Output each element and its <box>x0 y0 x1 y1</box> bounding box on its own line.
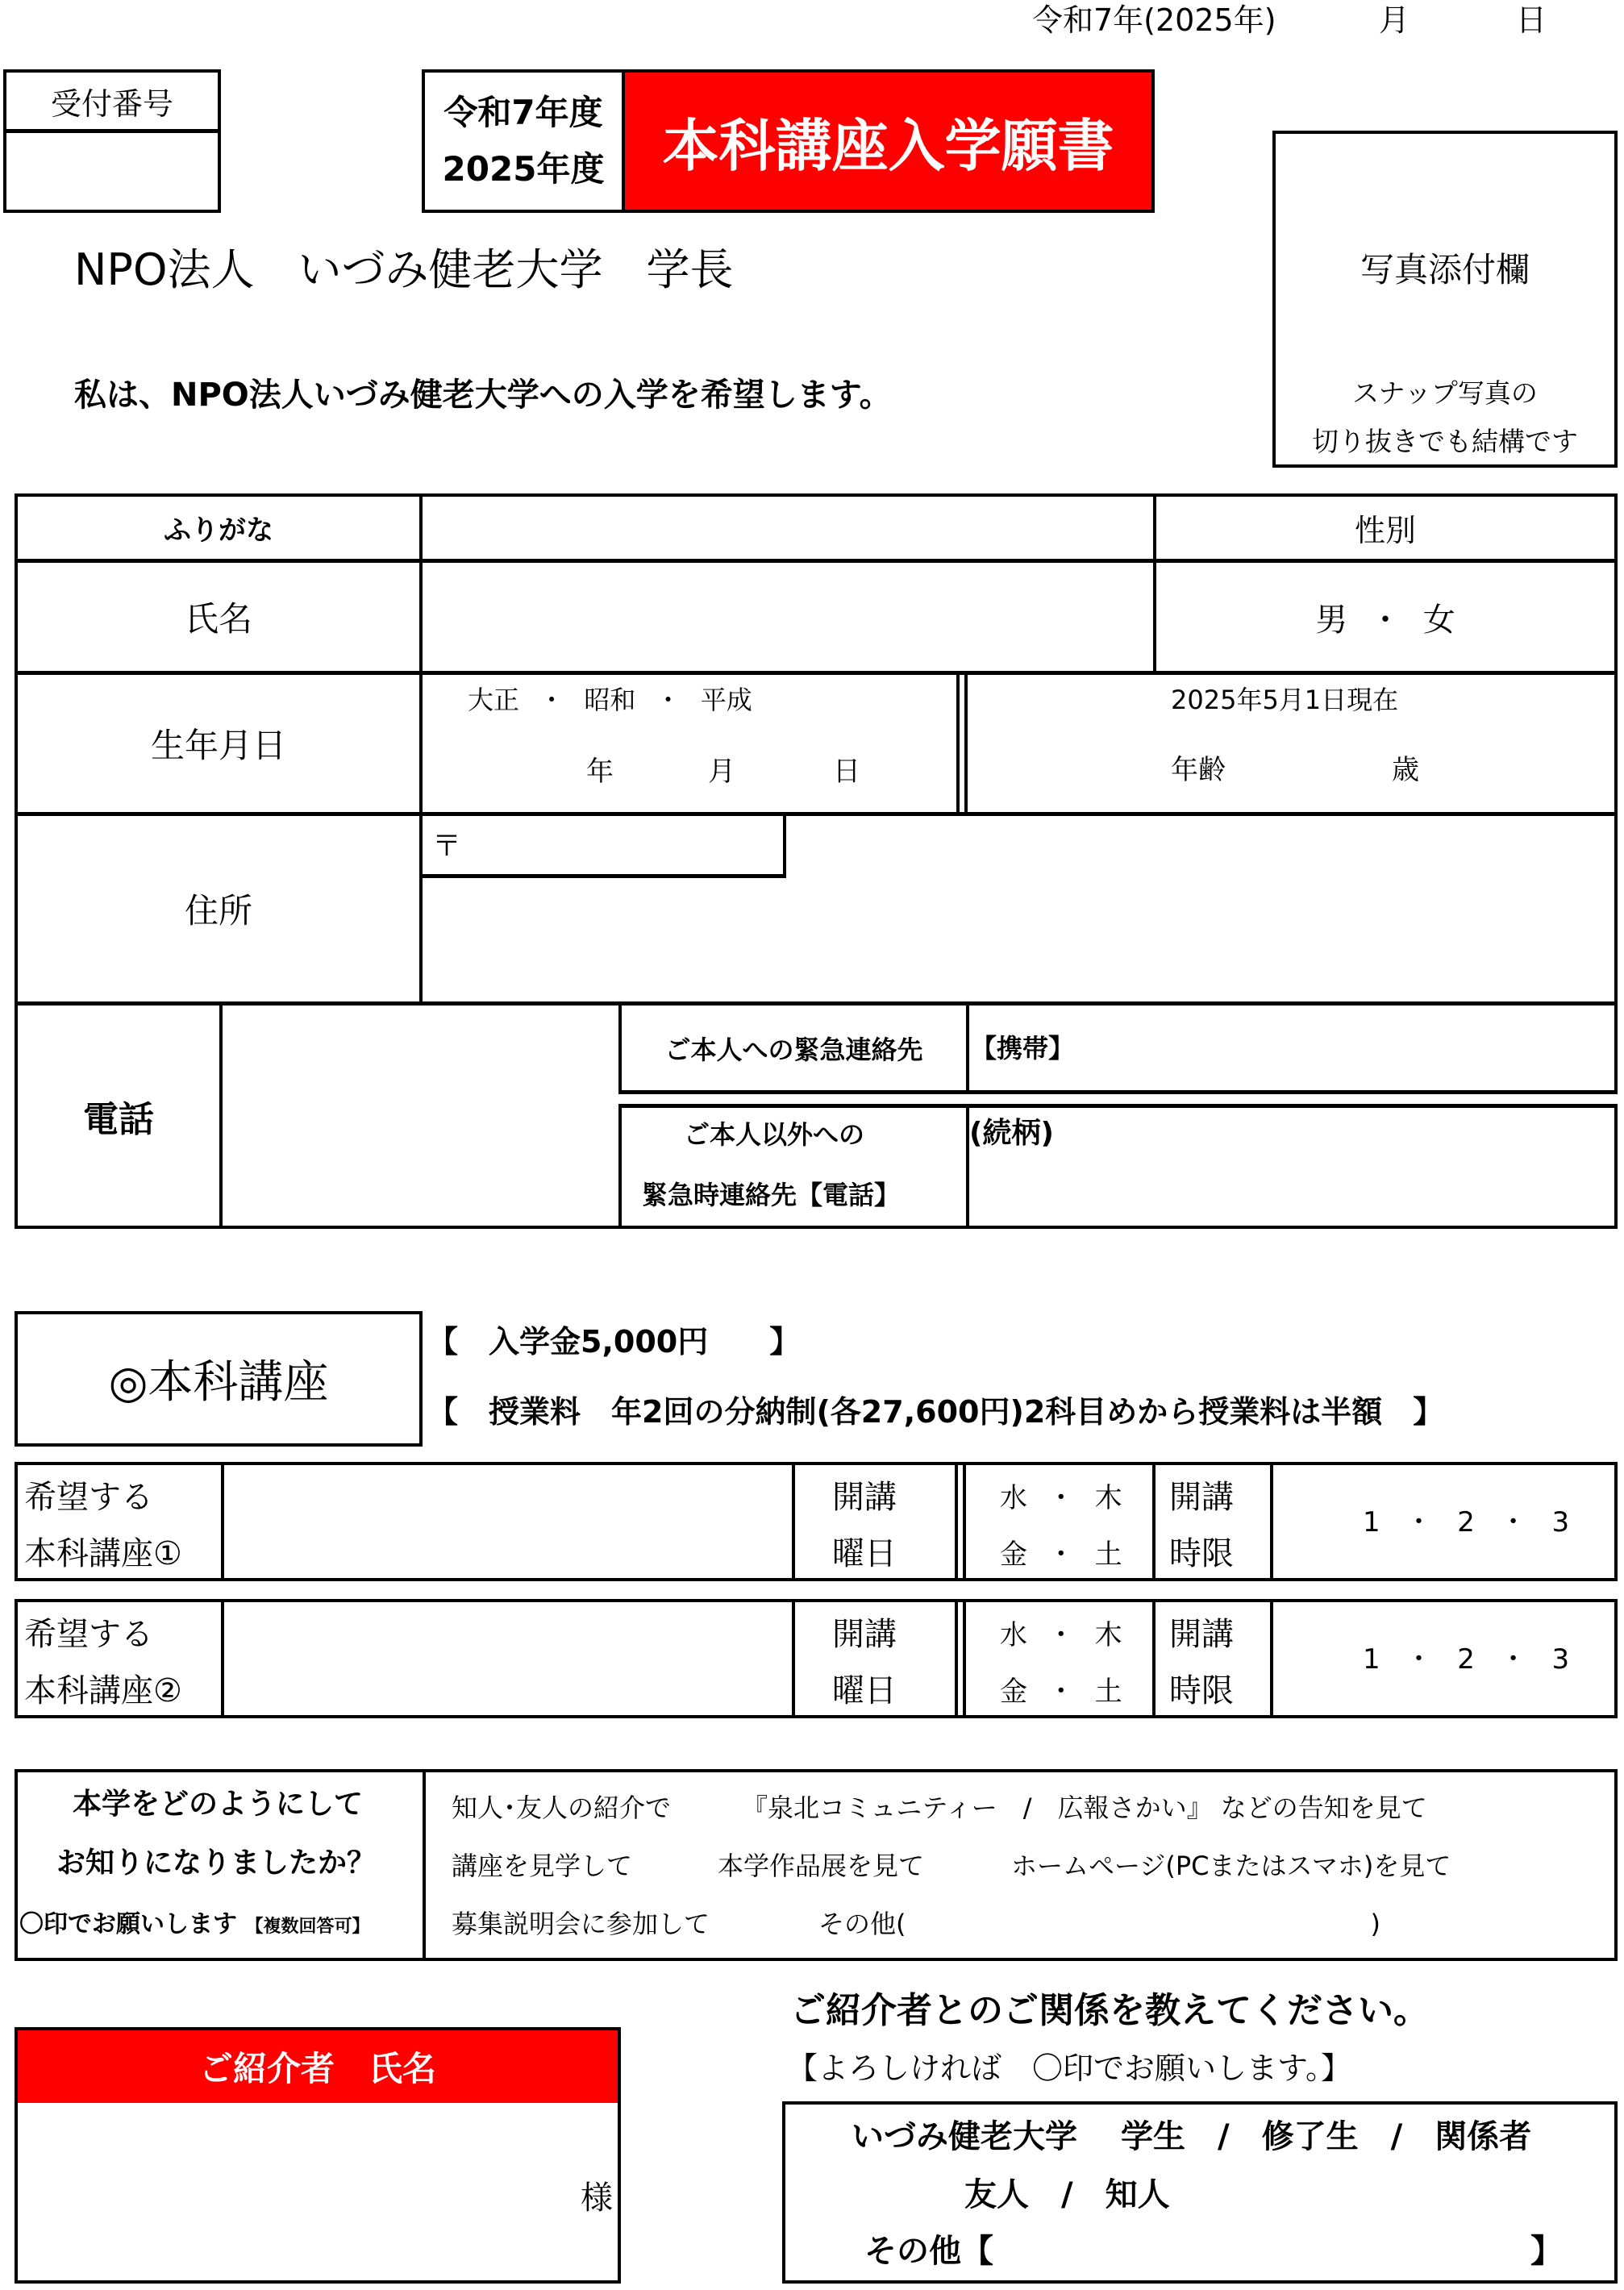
source-option-homepage[interactable]: ホームページ(PCまたはスマホ)を見て <box>1011 1851 1451 1881</box>
name-label: 氏名 <box>184 599 252 639</box>
course-1-label-line2: 本科講座① <box>24 1535 182 1572</box>
source-option-publications[interactable]: 『泉北コミュニティー / 広報さかい』 などの告知を見て <box>742 1792 1427 1823</box>
title-box <box>422 69 1155 213</box>
emergency-other-label-line2: 緊急時連絡先【電話】 <box>642 1180 901 1210</box>
source-option-exhibition[interactable]: 本学作品展を見て <box>718 1851 925 1881</box>
source-option-briefing[interactable]: 募集説明会に参加して <box>452 1909 710 1939</box>
photo-note-line1: スナップ写真の <box>1352 377 1538 409</box>
course-2-label-line1: 希望する <box>24 1616 153 1653</box>
photo-attachment-box[interactable] <box>1272 131 1618 468</box>
fiscal-year-seireki: 2025年度 <box>442 149 605 189</box>
source-table <box>15 1769 1618 1961</box>
introducer-name-field[interactable] <box>18 2103 618 2280</box>
application-date-day[interactable]: 日 <box>1516 2 1547 38</box>
relation-other[interactable]: その他【 <box>864 2233 993 2270</box>
emergency-other-field[interactable]: (続柄) <box>969 1117 1054 1150</box>
application-date-year: 令和7年(2025年) <box>1032 2 1276 38</box>
fiscal-year-cell <box>425 73 625 210</box>
application-statement: 私は、NPO法人いづみ健老大学への入学を希望します。 <box>74 377 892 414</box>
furigana-label: ふりがな <box>164 514 273 547</box>
form-title: 本科講座入学願書 <box>625 73 1151 210</box>
postal-code-field[interactable] <box>419 812 786 878</box>
birth-month-unit[interactable]: 月 <box>708 756 735 788</box>
birth-year-unit[interactable]: 年 <box>586 756 614 788</box>
course-2-period-options[interactable]: 1 ・ 2 ・ 3 <box>1363 1643 1570 1676</box>
photo-label: 写真添付欄 <box>1360 250 1530 289</box>
address-label: 住所 <box>184 891 252 931</box>
relation-question: ご紹介者とのご関係を教えてください。 <box>790 1990 1429 2031</box>
course-1-period-label-line2: 時限 <box>1169 1535 1234 1572</box>
course-1-day-label-line1: 開講 <box>832 1479 897 1516</box>
emergency-self-label: ご本人への緊急連絡先 <box>664 1034 923 1065</box>
gender-label: 性別 <box>1354 513 1416 548</box>
reception-number-field[interactable] <box>6 133 218 206</box>
era-options[interactable]: 大正 ・ 昭和 ・ 平成 <box>468 685 752 715</box>
course-section-title <box>15 1311 423 1447</box>
introducer-header: ご紹介者 氏名 <box>18 2030 618 2103</box>
course-2-label-line2: 本科講座② <box>24 1672 182 1709</box>
course-2-name-field[interactable] <box>224 1602 792 1715</box>
emergency-other-label-line1: ご本人以外への <box>684 1119 865 1150</box>
emergency-self-field[interactable]: 【携帯】 <box>971 1033 1075 1064</box>
course-section-title-text: ◎本科講座 <box>108 1356 329 1409</box>
relation-prefix: いづみ健老大学 <box>852 2118 1077 2155</box>
relation-instruction: 【よろしければ 〇印でお願いします。】 <box>787 2051 1351 2086</box>
source-option-friend[interactable]: 知人･友人の紹介で <box>452 1792 672 1823</box>
source-option-observation[interactable]: 講座を見学して <box>452 1851 633 1881</box>
introducer-honorific: 様 <box>581 2180 613 2217</box>
source-instruction-note: 【複数回答可】 <box>245 1917 370 1937</box>
course-2-day-options-line2[interactable]: 金 ・ 土 <box>1000 1676 1122 1708</box>
name-field[interactable] <box>423 563 1153 671</box>
birth-day-unit[interactable]: 日 <box>833 756 860 788</box>
relation-options-line1[interactable]: 学生 / 修了生 / 関係者 <box>1121 2118 1532 2155</box>
course-1-name-field[interactable] <box>224 1465 792 1578</box>
relation-options-line2[interactable]: 友人 / 知人 <box>964 2176 1170 2213</box>
course-1-period-label-line1: 開講 <box>1169 1479 1234 1516</box>
gender-options[interactable]: 男 ・ 女 <box>1315 601 1455 639</box>
course-1-period-options[interactable]: 1 ・ 2 ・ 3 <box>1363 1506 1570 1538</box>
relation-box <box>782 2101 1618 2284</box>
course-2-day-label-line1: 開講 <box>832 1616 897 1653</box>
age-label: 年齢 <box>1171 754 1226 786</box>
course-1-day-options-line1[interactable]: 水 ・ 木 <box>1000 1482 1122 1514</box>
photo-note-line2: 切り抜きでも結構です <box>1312 426 1578 457</box>
postal-mark: 〒 <box>432 830 462 863</box>
course-2-day-options-line1[interactable]: 水 ・ 木 <box>1000 1619 1122 1651</box>
source-instruction-text: 〇印でお願いします <box>19 1910 237 1938</box>
source-question-line1: 本学をどのようにして <box>73 1788 364 1821</box>
phone-label: 電話 <box>83 1098 154 1140</box>
birthdate-label: 生年月日 <box>150 726 286 765</box>
phone-field[interactable] <box>223 1006 618 1226</box>
relation-other-close: 】 <box>1530 2233 1563 2270</box>
course-row-2 <box>15 1599 1618 1718</box>
source-question-line2: お知りになりましたか？ <box>56 1847 377 1880</box>
fiscal-year-wareki: 令和7年度 <box>443 93 603 132</box>
course-1-day-options-line2[interactable]: 金 ・ 土 <box>1000 1538 1122 1571</box>
source-option-other[interactable]: その他( ) <box>818 1909 1380 1939</box>
reception-number-label: 受付番号 <box>50 85 173 122</box>
furigana-field[interactable] <box>423 497 1153 559</box>
course-1-label-line1: 希望する <box>24 1479 153 1516</box>
source-instruction <box>19 1910 370 1938</box>
course-2-period-label-line1: 開講 <box>1169 1616 1234 1653</box>
enrollment-fee: 【 入学金5,000円 】 <box>427 1324 801 1359</box>
course-row-1 <box>15 1462 1618 1581</box>
introducer-box <box>15 2027 621 2284</box>
address-field[interactable] <box>423 882 1614 1001</box>
application-date-month[interactable]: 月 <box>1379 2 1410 38</box>
age-as-of-date: 2025年5月1日現在 <box>1171 685 1399 715</box>
course-1-day-label-line2: 曜日 <box>832 1535 897 1572</box>
course-2-period-label-line2: 時限 <box>1169 1672 1234 1709</box>
reception-number-box <box>3 69 221 213</box>
addressee: NPO法人 いづみ健老大学 学長 <box>74 244 734 295</box>
age-unit[interactable]: 歳 <box>1392 754 1419 786</box>
tuition-fee: 【 授業料 年2回の分納制(各27,600円)2科目めから授業料は半額 】 <box>427 1394 1444 1430</box>
course-2-day-label-line2: 曜日 <box>832 1672 897 1709</box>
